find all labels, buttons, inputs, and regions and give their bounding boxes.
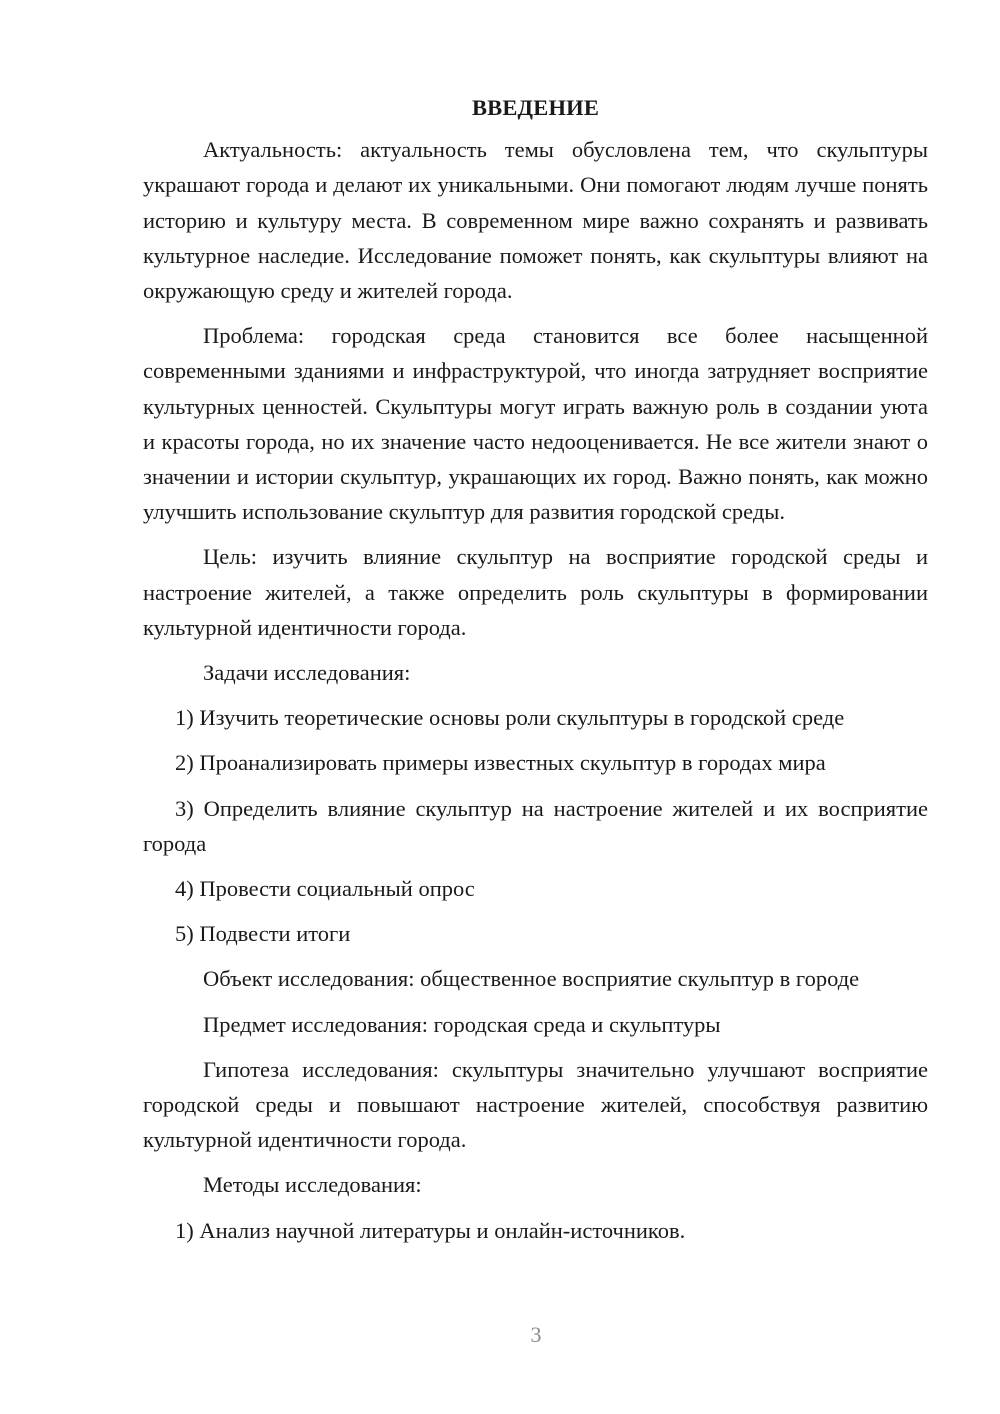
- goal-paragraph: Цель: изучить влияние скульптур на восприятие городской среды и настроение жителей, а также определить роль скульптуры в формировании культурной идентичности города.: [143, 544, 928, 640]
- task-item-4: 4) Провести социальный опрос: [175, 876, 475, 902]
- object-paragraph: Объект исследования: общественное восприятие скульптур в городе: [203, 966, 860, 992]
- relevance-paragraph: Актуальность: актуальность темы обусловлена тем, что скульптуры украшают города и делают их уникальными. Они помогают людям лучше понять историю и культуру места. В современном мире важно сохранять и развивать культурное наследие. Исследование поможет понять, как скульптуры влияют на окружающую среду и жителей города.: [143, 137, 928, 304]
- task-item-1: 1) Изучить теоретические основы роли скульптуры в городской среде: [175, 705, 845, 731]
- page-title: ВВЕДЕНИЕ: [471, 95, 600, 120]
- tasks-heading: Задачи исследования:: [203, 660, 411, 686]
- document-page: [143, 90, 928, 1258]
- subject-paragraph: Предмет исследования: городская среда и скульптуры: [203, 1011, 721, 1037]
- task-item-5: 5) Подвести итоги: [175, 921, 351, 947]
- task-item-3: 3) Определить влияние скульптур на настроение жителей и их восприятие города: [143, 795, 928, 856]
- task-item-2: 2) Проанализировать примеры известных скульптур в городах мира: [175, 750, 826, 776]
- problem-paragraph: Проблема: городская среда становится все более насыщенной современными зданиями и инфраструктурой, что иногда затрудняет восприятие культурных ценностей. Скульптуры могут играть важную роль в создании уюта и красоты города, но их значение часто недооценивается. Не все жители знают о значении и истории скульптур, украшающих их город. Важно понять, как можно улучшить использование скульптур для развития городской среды.: [143, 323, 928, 525]
- page-number: 3: [530, 1322, 542, 1347]
- hypothesis-paragraph: Гипотеза исследования: скульптуры значительно улучшают восприятие городской среды и повышают настроение жителей, способствуя развитию культурной идентичности города.: [143, 1056, 928, 1153]
- method-item-1: 1) Анализ научной литературы и онлайн-источников.: [175, 1217, 686, 1243]
- methods-heading: Методы исследования:: [203, 1172, 422, 1198]
